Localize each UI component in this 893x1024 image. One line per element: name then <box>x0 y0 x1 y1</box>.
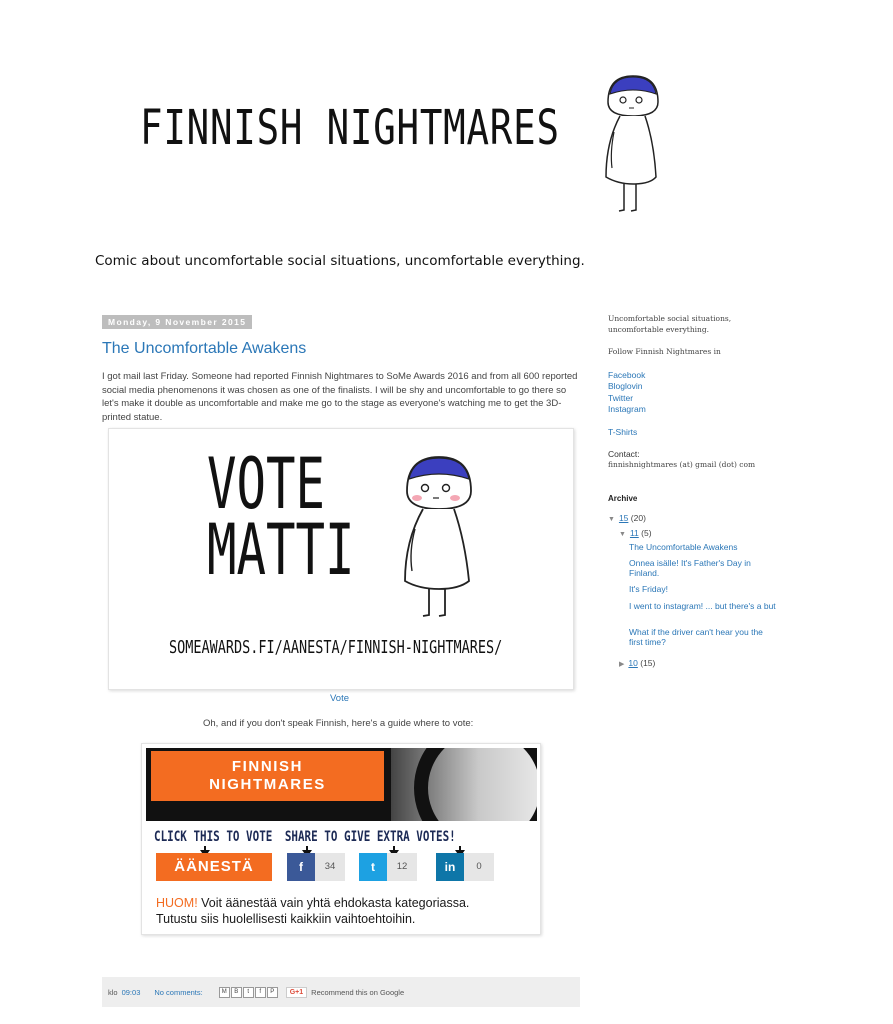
archive-title: Archive <box>608 494 638 503</box>
archive-post-link[interactable]: I went to instagram! ... but there's a but <box>629 601 776 611</box>
linkedin-icon: in <box>436 853 464 881</box>
expanded-triangle-icon[interactable]: ▼ <box>619 531 626 538</box>
guide-logo-line1: FINNISH <box>231 758 304 775</box>
comments-link[interactable]: No comments: <box>154 987 203 997</box>
guide-instr-share: SHARE TO GIVE EXTRA VOTES! <box>284 829 456 845</box>
blog-title[interactable]: FINNISH NIGHTMARES <box>140 100 560 156</box>
finnish-nightmares-logo <box>151 751 384 801</box>
sidebar-link-instagram[interactable]: Instagram <box>608 404 646 414</box>
archive-month-count: (15) <box>640 658 656 668</box>
sidebar-shop <box>608 427 788 439</box>
sidebar-link-facebook[interactable]: Facebook <box>608 369 646 380</box>
share-buttons <box>219 987 278 998</box>
sidebar-link-twitter[interactable]: Twitter <box>608 392 634 403</box>
post-date-header: Monday, 9 November 2015 <box>102 315 252 329</box>
archive-month-link[interactable]: 10 <box>628 658 638 668</box>
aanesta-button: ÄÄNESTÄ <box>156 853 272 881</box>
sidebar-follow: Follow Finnish Nightmares in <box>608 347 721 356</box>
twitter-icon[interactable]: t <box>243 987 254 998</box>
guide-intro-text: Oh, and if you don't speak Finnish, here's a guide where to vote: <box>203 718 474 729</box>
sidebar-social-links <box>608 370 788 416</box>
vote-image-text <box>207 443 355 591</box>
voting-guide-image[interactable] <box>141 743 541 935</box>
post-footer-klo: klo <box>108 987 118 997</box>
twitter-share <box>359 853 417 881</box>
guide-instr-click: CLICK THIS TO VOTE <box>154 829 273 845</box>
blog-tagline: Comic about uncomfortable social situations, uncomfortable everything. <box>95 253 585 269</box>
collapsed-triangle-icon[interactable]: ▶ <box>619 661 625 668</box>
expanded-triangle-icon[interactable]: ▼ <box>608 516 615 523</box>
archive-post-link[interactable]: It's Friday! <box>629 584 668 594</box>
sidebar-contact-email: finnishnightmares (at) gmail (dot) com <box>608 459 756 469</box>
archive-month-link[interactable]: 11 <box>629 528 639 538</box>
email-icon[interactable]: M <box>219 987 230 998</box>
pinterest-icon[interactable]: P <box>267 987 278 998</box>
guide-banner-arc <box>414 748 537 821</box>
linkedin-share <box>436 853 494 881</box>
sidebar <box>608 314 788 470</box>
vote-image-url: SOMEAWARDS.FI/AANESTA/FINNISH-NIGHTMARES/ <box>169 637 503 658</box>
archive-month-11[interactable] <box>619 528 652 538</box>
post-body-text: I got mail last Friday. Someone had reported Finnish Nightmares to SoMe Awards 2016 and from all 600 reported social media phenomenons it was chosen as one of the finalists. I will be shy and uncomfortable to go there so let's make it double as uncomfortable and make me go to the stage as everyone's watching me to get the 3D-printed statue. <box>102 371 578 423</box>
archive-month-count: (5) <box>641 528 652 538</box>
huom-text2: Tutustu siis huolellisesti kaikkiin vaihtoehtoihin. <box>156 912 416 926</box>
twitter-share-count: 12 <box>387 853 417 881</box>
archive-year-count: (20) <box>630 513 646 523</box>
facebook-icon[interactable]: f <box>255 987 266 998</box>
facebook-share-count: 34 <box>315 853 345 881</box>
gplus-button[interactable]: G+1 <box>286 987 307 998</box>
archive-widget <box>608 494 788 668</box>
archive-year-link[interactable]: 15 <box>618 513 629 523</box>
post-title[interactable]: The Uncomfortable Awakens <box>102 340 307 357</box>
sidebar-link-tshirts[interactable]: T-Shirts <box>608 426 638 437</box>
linkedin-share-count: 0 <box>464 853 494 881</box>
vote-image-line2: MATTI <box>207 509 355 591</box>
vote-link[interactable]: Vote <box>330 693 350 704</box>
huom-label: HUOM! <box>156 896 198 910</box>
vote-image-line1: VOTE <box>207 443 326 525</box>
sidebar-link-bloglovin[interactable]: Bloglovin <box>608 381 643 391</box>
archive-post-link[interactable]: Onnea isälle! It's Father's Day in Finland. <box>629 558 751 578</box>
archive-year-2015[interactable] <box>608 513 646 523</box>
matti-mascot-icon <box>598 72 668 217</box>
archive-post-link[interactable]: The Uncomfortable Awakens <box>629 542 738 552</box>
guide-instructions <box>154 829 456 845</box>
sidebar-contact-label: Contact: <box>608 449 640 459</box>
archive-post-link[interactable]: What if the driver can't hear you the first time? <box>629 627 763 647</box>
guide-banner <box>146 748 537 821</box>
twitter-icon: t <box>359 853 387 881</box>
post-time-link[interactable]: 09:03 <box>121 987 141 997</box>
matti-mascot-icon <box>399 451 479 621</box>
post-footer <box>102 977 580 1007</box>
facebook-share <box>287 853 345 881</box>
vote-matti-image[interactable] <box>108 428 574 690</box>
huom-notice <box>156 895 469 927</box>
recommend-text: Recommend this on Google <box>311 987 405 997</box>
sidebar-about: Uncomfortable social situations, uncomfortable everything. <box>608 314 732 334</box>
archive-month-10[interactable] <box>619 658 655 668</box>
blog-post <box>102 310 580 424</box>
huom-text1: Voit äänestää vain yhtä ehdokasta kategoriassa. <box>197 896 470 910</box>
guide-logo-line2: NIGHTMARES <box>209 776 326 793</box>
facebook-icon: f <box>287 853 315 881</box>
blog-icon[interactable]: B <box>231 987 242 998</box>
